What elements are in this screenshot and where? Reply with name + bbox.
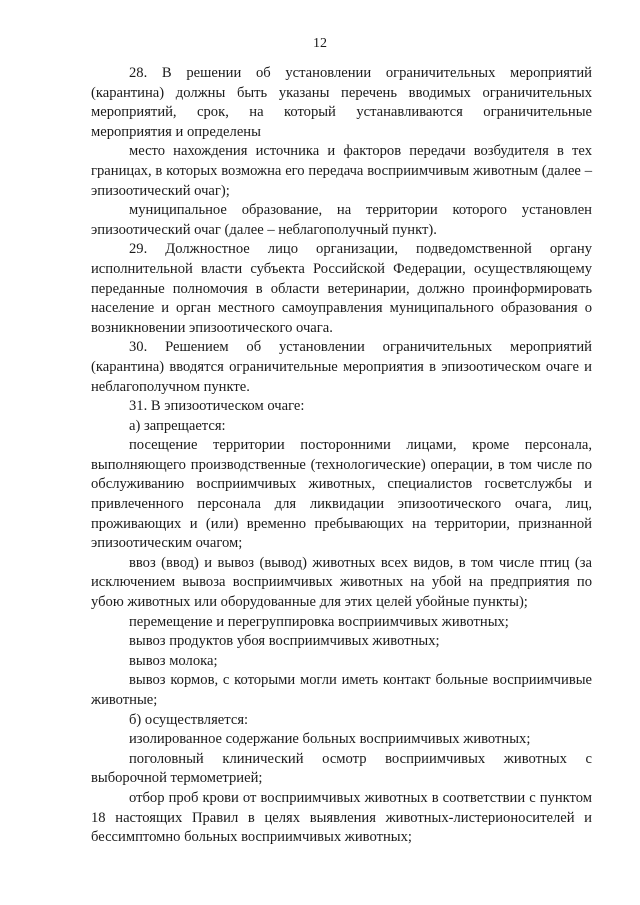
list-item-slaughter-products: вывоз продуктов убоя восприимчивых животных; bbox=[129, 633, 440, 650]
paragraph-28-location: место нахождения источника и факторов передачи возбудителя в тех границах, в которых возможна его передача восприимчивым животным (далее – эпизоотический очаг); bbox=[91, 143, 592, 199]
paragraph-28-municipality: муниципальное образование, на территории которого установлен эпизоотический очаг (далее – неблагополучный пункт). bbox=[91, 202, 592, 238]
list-item-milk: вывоз молока; bbox=[129, 652, 218, 669]
paragraph-29: 29. Должностное лицо организации, подведомственной органу исполнительной власти субъекта Российской Федерации, осуществляющему переданные полномочия в области ветеринарии, должно проинформировать население и орган местного самоуправления муниципального образования о возникновении эпизоотического очага. bbox=[91, 241, 592, 336]
page-number: 12 bbox=[313, 36, 327, 51]
document-body bbox=[91, 64, 592, 848]
list-item-visitors: посещение территории посторонними лицами, кроме персонала, выполняющего производственные (технологические) операции, в том числе по обслуживанию восприимчивых животных, специалистов госветслужбы и привлеченного персонала для ликвидации эпизоотического очага, лиц, проживающих и (или) временно пребывающих на территории, признанной эпизоотическим очагом; bbox=[91, 437, 592, 552]
list-item-regrouping: перемещение и перегруппировка восприимчивых животных; bbox=[129, 613, 509, 630]
paragraph-31: 31. В эпизоотическом очаге: bbox=[129, 398, 305, 415]
subparagraph-a-heading: а) запрещается: bbox=[129, 417, 226, 434]
list-item-blood-sampling: отбор проб крови от восприимчивых животных в соответствии с пунктом 18 настоящих Правил в целях выявления животных-листерионосителей и бессимптомно больных восприимчивых животных; bbox=[91, 789, 592, 846]
paragraph-28: 28. В решении об установлении ограничительных мероприятий (карантина) должны быть указаны перечень вводимых ограничительных мероприятий, срок, на который устанавливаются ограничительные мероприятия и определены bbox=[91, 65, 592, 140]
list-item-animal-transport: ввоз (ввод) и вывоз (вывод) животных всех видов, в том числе птиц (за исключением вывоза восприимчивых животных на убой на предприятия по убою животных или оборудованные для этих целей убойные пункты); bbox=[91, 554, 592, 611]
list-item-feed: вывоз кормов, с которыми могли иметь контакт больные восприимчивые животные; bbox=[91, 672, 592, 708]
list-item-isolation: изолированное содержание больных восприимчивых животных; bbox=[129, 731, 531, 748]
paragraph-30: 30. Решением об установлении ограничительных мероприятий (карантина) вводятся ограничительные мероприятия в эпизоотическом очаге и неблагополучном пункте. bbox=[91, 339, 592, 395]
list-item-clinical-exam: поголовный клинический осмотр восприимчивых животных с выборочной термометрией; bbox=[91, 750, 592, 787]
subparagraph-b-heading: б) осуществляется: bbox=[129, 711, 249, 728]
